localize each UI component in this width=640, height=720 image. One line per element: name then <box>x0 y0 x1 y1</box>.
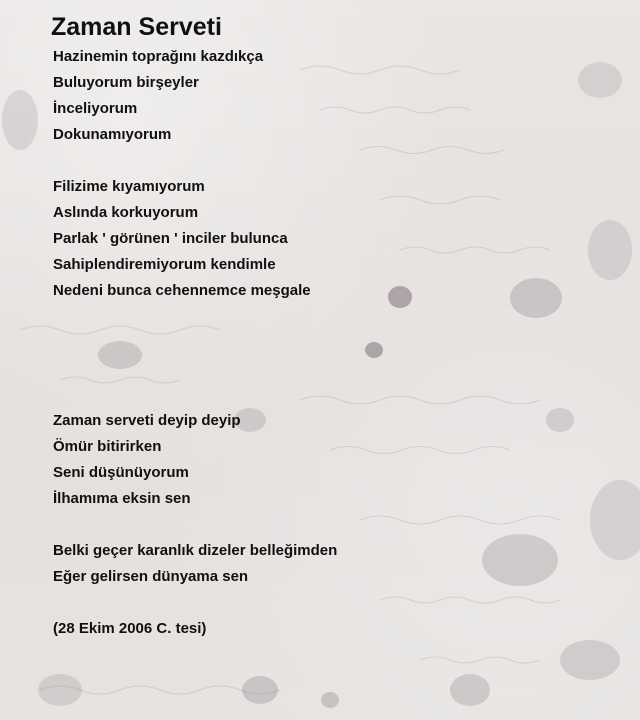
poem-line: Parlak ' görünen ' inciler bulunca <box>53 230 288 247</box>
stanza-gap <box>53 148 613 174</box>
stanza-gap <box>53 590 613 616</box>
poem-line: Hazinemin toprağını kazdıkça <box>53 48 264 65</box>
poem-line: İnceliyorum <box>53 100 138 117</box>
poem-line: Aslında korkuyorum <box>53 204 199 221</box>
poem-line: Sahiplendiremiyorum kendimle <box>53 256 276 273</box>
stanza-gap <box>53 304 613 408</box>
poem-line: Buluyorum birşeyler <box>53 74 199 91</box>
poem <box>53 10 613 642</box>
stanza-gap <box>53 512 613 538</box>
poem-line: Zaman serveti deyip deyip <box>53 412 241 429</box>
poem-date <box>53 616 613 642</box>
poem-line: Belki geçer karanlık dizeler belleğimden <box>53 542 338 559</box>
poem-line: (28 Ekim 2006 C. tesi) <box>53 620 207 637</box>
poem-line: Ömür bitirirken <box>53 438 162 455</box>
poem-line: İlhamıma eksin sen <box>53 490 191 507</box>
poem-line: Seni düşünüyorum <box>53 464 189 481</box>
poem-line: Eğer gelirsen dünyama sen <box>53 568 249 585</box>
poem-line: Nedeni bunca cehennemce meşgale <box>53 282 311 299</box>
poem-line: Filizime kıyamıyorum <box>53 178 205 195</box>
stanza-1 <box>53 44 613 148</box>
stanza-2 <box>53 174 613 304</box>
stanza-3 <box>53 408 613 512</box>
stanza-4 <box>53 538 613 590</box>
poem-title: Zaman Serveti <box>51 13 222 41</box>
poem-line: Dokunamıyorum <box>53 126 172 143</box>
